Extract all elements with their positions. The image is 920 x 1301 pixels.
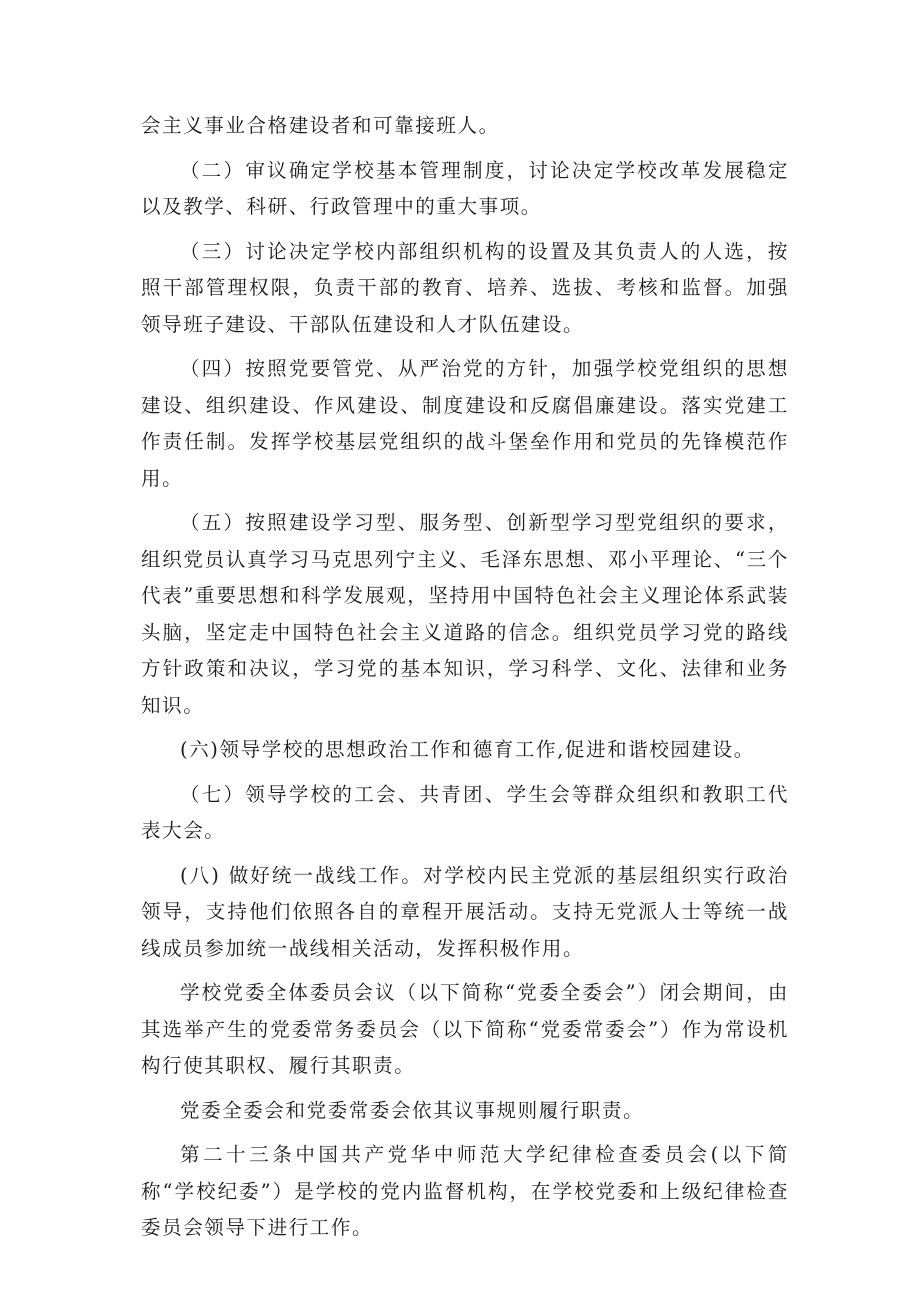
paragraph-rules: 党委全委会和党委常委会依其议事规则履行职责。 [180,1098,645,1122]
paragraph-gap [141,967,789,975]
paragraph-item-2: （二）审议确定学校基本管理制度，讨论决定学校改革发展稳定以及教学、科研、行政管理中的重大事项。 [141,158,789,218]
paragraph-item-8: (八) 做好统一战线工作。对学校内民主党派的基层组织实行政治领导，支持他们依照各自的章程开展活动。支持无党派人士等统一战线成员参加统一战线相关活动，发挥积极作用。 [141,863,789,960]
paragraph-item-6: (六)领导学校的思想政治工作和德育工作,促进和谐校园建设。 [180,738,755,761]
paragraph-gap [141,1085,789,1093]
paragraph-gap [141,724,789,732]
paragraph-item-3: （三）讨论决定学校内部组织机构的设置及其负责人的人选，按照干部管理权限，负责干部的教育、培养、选拔、考核和监督。加强领导班子建设、干部队伍建设和人才队伍建设。 [141,239,789,336]
paragraph-item-4: （四）按照党要管党、从严治党的方针，加强学校党组织的思想建设、组织建设、作风建设、制度建设和反腐倡廉建设。落实党建工作责任制。发挥学校基层党组织的战斗堡垒作用和党员的先锋模范作用。 [141,357,789,490]
paragraph-gap [141,1129,789,1137]
paragraph-item-5: （五）按照建设学习型、服务型、创新型学习型党组织的要求，组织党员认真学习马克思列宁主义、毛泽东思想、邓小平理论、“三个代表”重要思想和科学发展观，坚持用中国特色社会主义理论体系武装头脑，坚定走中国特色社会主义道路的信念。组织党员学习党的路线方针政策和决议，学习党的基本知识，学习科学、文化、法律和业务知识。 [141,511,789,717]
paragraph-gap [141,226,789,234]
document-body [141,108,789,1247]
paragraph-continuation: 会主义事业合格建设者和可靠接班人。 [141,114,500,137]
paragraph-gap [141,497,789,505]
paragraph-standing-committee: 学校党委全体委员会议（以下简称“党委全委会”）闭会期间，由其选举产生的党委常务委员会（以下简称“党委常委会”）作为常设机构行使其职权、履行其职责。 [141,981,789,1077]
paragraph-gap [141,145,789,153]
paragraph-gap [141,850,789,858]
paragraph-gap [141,343,789,351]
paragraph-gap [141,769,789,777]
paragraph-item-7: （七）领导学校的工会、共青团、学生会等群众组织和教职工代表大会。 [141,782,789,842]
paragraph-article-23: 第二十三条中国共产党华中师范大学纪律检查委员会(以下简称“学校纪委”）是学校的党内监督机构，在学校党委和上级纪律检查委员会领导下进行工作。 [141,1143,789,1239]
